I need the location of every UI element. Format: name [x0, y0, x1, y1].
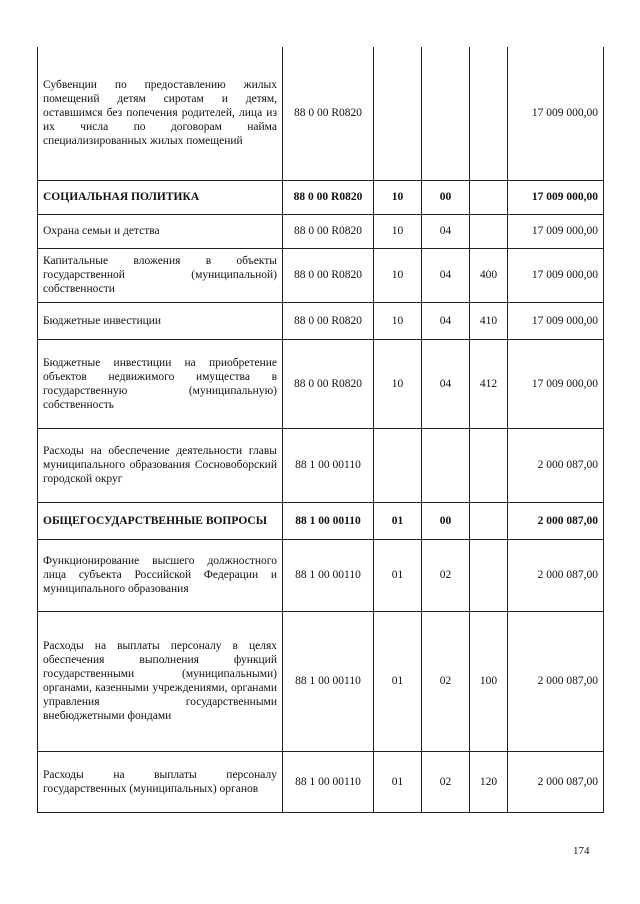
- row-target-code: 88 0 00 R0820: [283, 180, 374, 214]
- row-section: 10: [374, 339, 422, 428]
- row-amount: 2 000 087,00: [508, 539, 604, 611]
- row-amount: 2 000 087,00: [508, 751, 604, 812]
- row-expense-type: 100: [470, 611, 508, 751]
- budget-table: [37, 47, 604, 813]
- row-target-code: 88 1 00 00110: [283, 502, 374, 539]
- page-number: 174: [573, 845, 590, 857]
- table-row: [38, 539, 604, 611]
- row-target-code: 88 0 00 R0820: [283, 214, 374, 248]
- row-amount: 17 009 000,00: [508, 248, 604, 302]
- row-target-code: 88 1 00 00110: [283, 539, 374, 611]
- row-amount: 2 000 087,00: [508, 611, 604, 751]
- row-section: [374, 428, 422, 502]
- row-amount: 17 009 000,00: [508, 302, 604, 339]
- row-amount: 17 009 000,00: [508, 214, 604, 248]
- row-amount: 17 009 000,00: [508, 339, 604, 428]
- table-row: [38, 47, 604, 180]
- row-target-code: 88 0 00 R0820: [283, 302, 374, 339]
- row-amount: 17 009 000,00: [508, 180, 604, 214]
- table-body: [38, 47, 604, 812]
- row-name: Охрана семьи и детства: [38, 214, 283, 248]
- row-expense-type: 400: [470, 248, 508, 302]
- row-name: ОБЩЕГОСУДАРСТВЕННЫЕ ВОПРОСЫ: [38, 502, 283, 539]
- row-expense-type: [470, 502, 508, 539]
- row-section: [374, 47, 422, 180]
- table-row: [38, 214, 604, 248]
- row-target-code: 88 1 00 00110: [283, 751, 374, 812]
- row-subsection: 04: [422, 248, 470, 302]
- row-section: 01: [374, 751, 422, 812]
- row-section: 01: [374, 502, 422, 539]
- row-section: 10: [374, 248, 422, 302]
- table-row: [38, 248, 604, 302]
- row-subsection: 04: [422, 339, 470, 428]
- table-row: [38, 611, 604, 751]
- table-row: [38, 180, 604, 214]
- row-subsection: 04: [422, 302, 470, 339]
- table-row: [38, 428, 604, 502]
- row-subsection: 02: [422, 539, 470, 611]
- row-expense-type: [470, 180, 508, 214]
- row-amount: 2 000 087,00: [508, 428, 604, 502]
- row-subsection: 02: [422, 611, 470, 751]
- table-row: [38, 302, 604, 339]
- row-subsection: 04: [422, 214, 470, 248]
- row-subsection: 00: [422, 180, 470, 214]
- row-subsection: 02: [422, 751, 470, 812]
- row-target-code: 88 0 00 R0820: [283, 47, 374, 180]
- row-expense-type: [470, 539, 508, 611]
- row-amount: 2 000 087,00: [508, 502, 604, 539]
- row-section: 10: [374, 180, 422, 214]
- row-name: Капитальные вложения в объекты государственной (муниципальной) собственности: [38, 248, 283, 302]
- row-name: Функционирование высшего должностного лица субъекта Российской Федерации и муниципального образования: [38, 539, 283, 611]
- row-expense-type: 412: [470, 339, 508, 428]
- row-expense-type: [470, 428, 508, 502]
- row-section: 10: [374, 302, 422, 339]
- table-row: [38, 339, 604, 428]
- row-name: Расходы на обеспечение деятельности главы муниципального образования Сосновоборский городской округ: [38, 428, 283, 502]
- table-row: [38, 502, 604, 539]
- row-expense-type: 120: [470, 751, 508, 812]
- row-subsection: 00: [422, 502, 470, 539]
- row-target-code: 88 0 00 R0820: [283, 248, 374, 302]
- row-expense-type: 410: [470, 302, 508, 339]
- row-target-code: 88 0 00 R0820: [283, 339, 374, 428]
- row-target-code: 88 1 00 00110: [283, 611, 374, 751]
- row-section: 01: [374, 611, 422, 751]
- row-section: 10: [374, 214, 422, 248]
- row-name: Расходы на выплаты персоналу в целях обеспечения выполнения функций государственными (муниципальными) органами, казенными учреждениями, органами управления государственными внебюджетными фондами: [38, 611, 283, 751]
- row-section: 01: [374, 539, 422, 611]
- row-name: Расходы на выплаты персоналу государственных (муниципальных) органов: [38, 751, 283, 812]
- row-amount: 17 009 000,00: [508, 47, 604, 180]
- row-name: СОЦИАЛЬНАЯ ПОЛИТИКА: [38, 180, 283, 214]
- row-name: Бюджетные инвестиции: [38, 302, 283, 339]
- row-subsection: [422, 428, 470, 502]
- row-subsection: [422, 47, 470, 180]
- row-expense-type: [470, 47, 508, 180]
- row-target-code: 88 1 00 00110: [283, 428, 374, 502]
- table-row: [38, 751, 604, 812]
- row-name: Бюджетные инвестиции на приобретение объектов недвижимого имущества в государственную (муниципальную) собственность: [38, 339, 283, 428]
- row-name: Субвенции по предоставлению жилых помещений детям сиротам и детям, оставшимся без попечения родителей, лица из их числа по договорам найма специализированных жилых помещений: [38, 47, 283, 180]
- row-expense-type: [470, 214, 508, 248]
